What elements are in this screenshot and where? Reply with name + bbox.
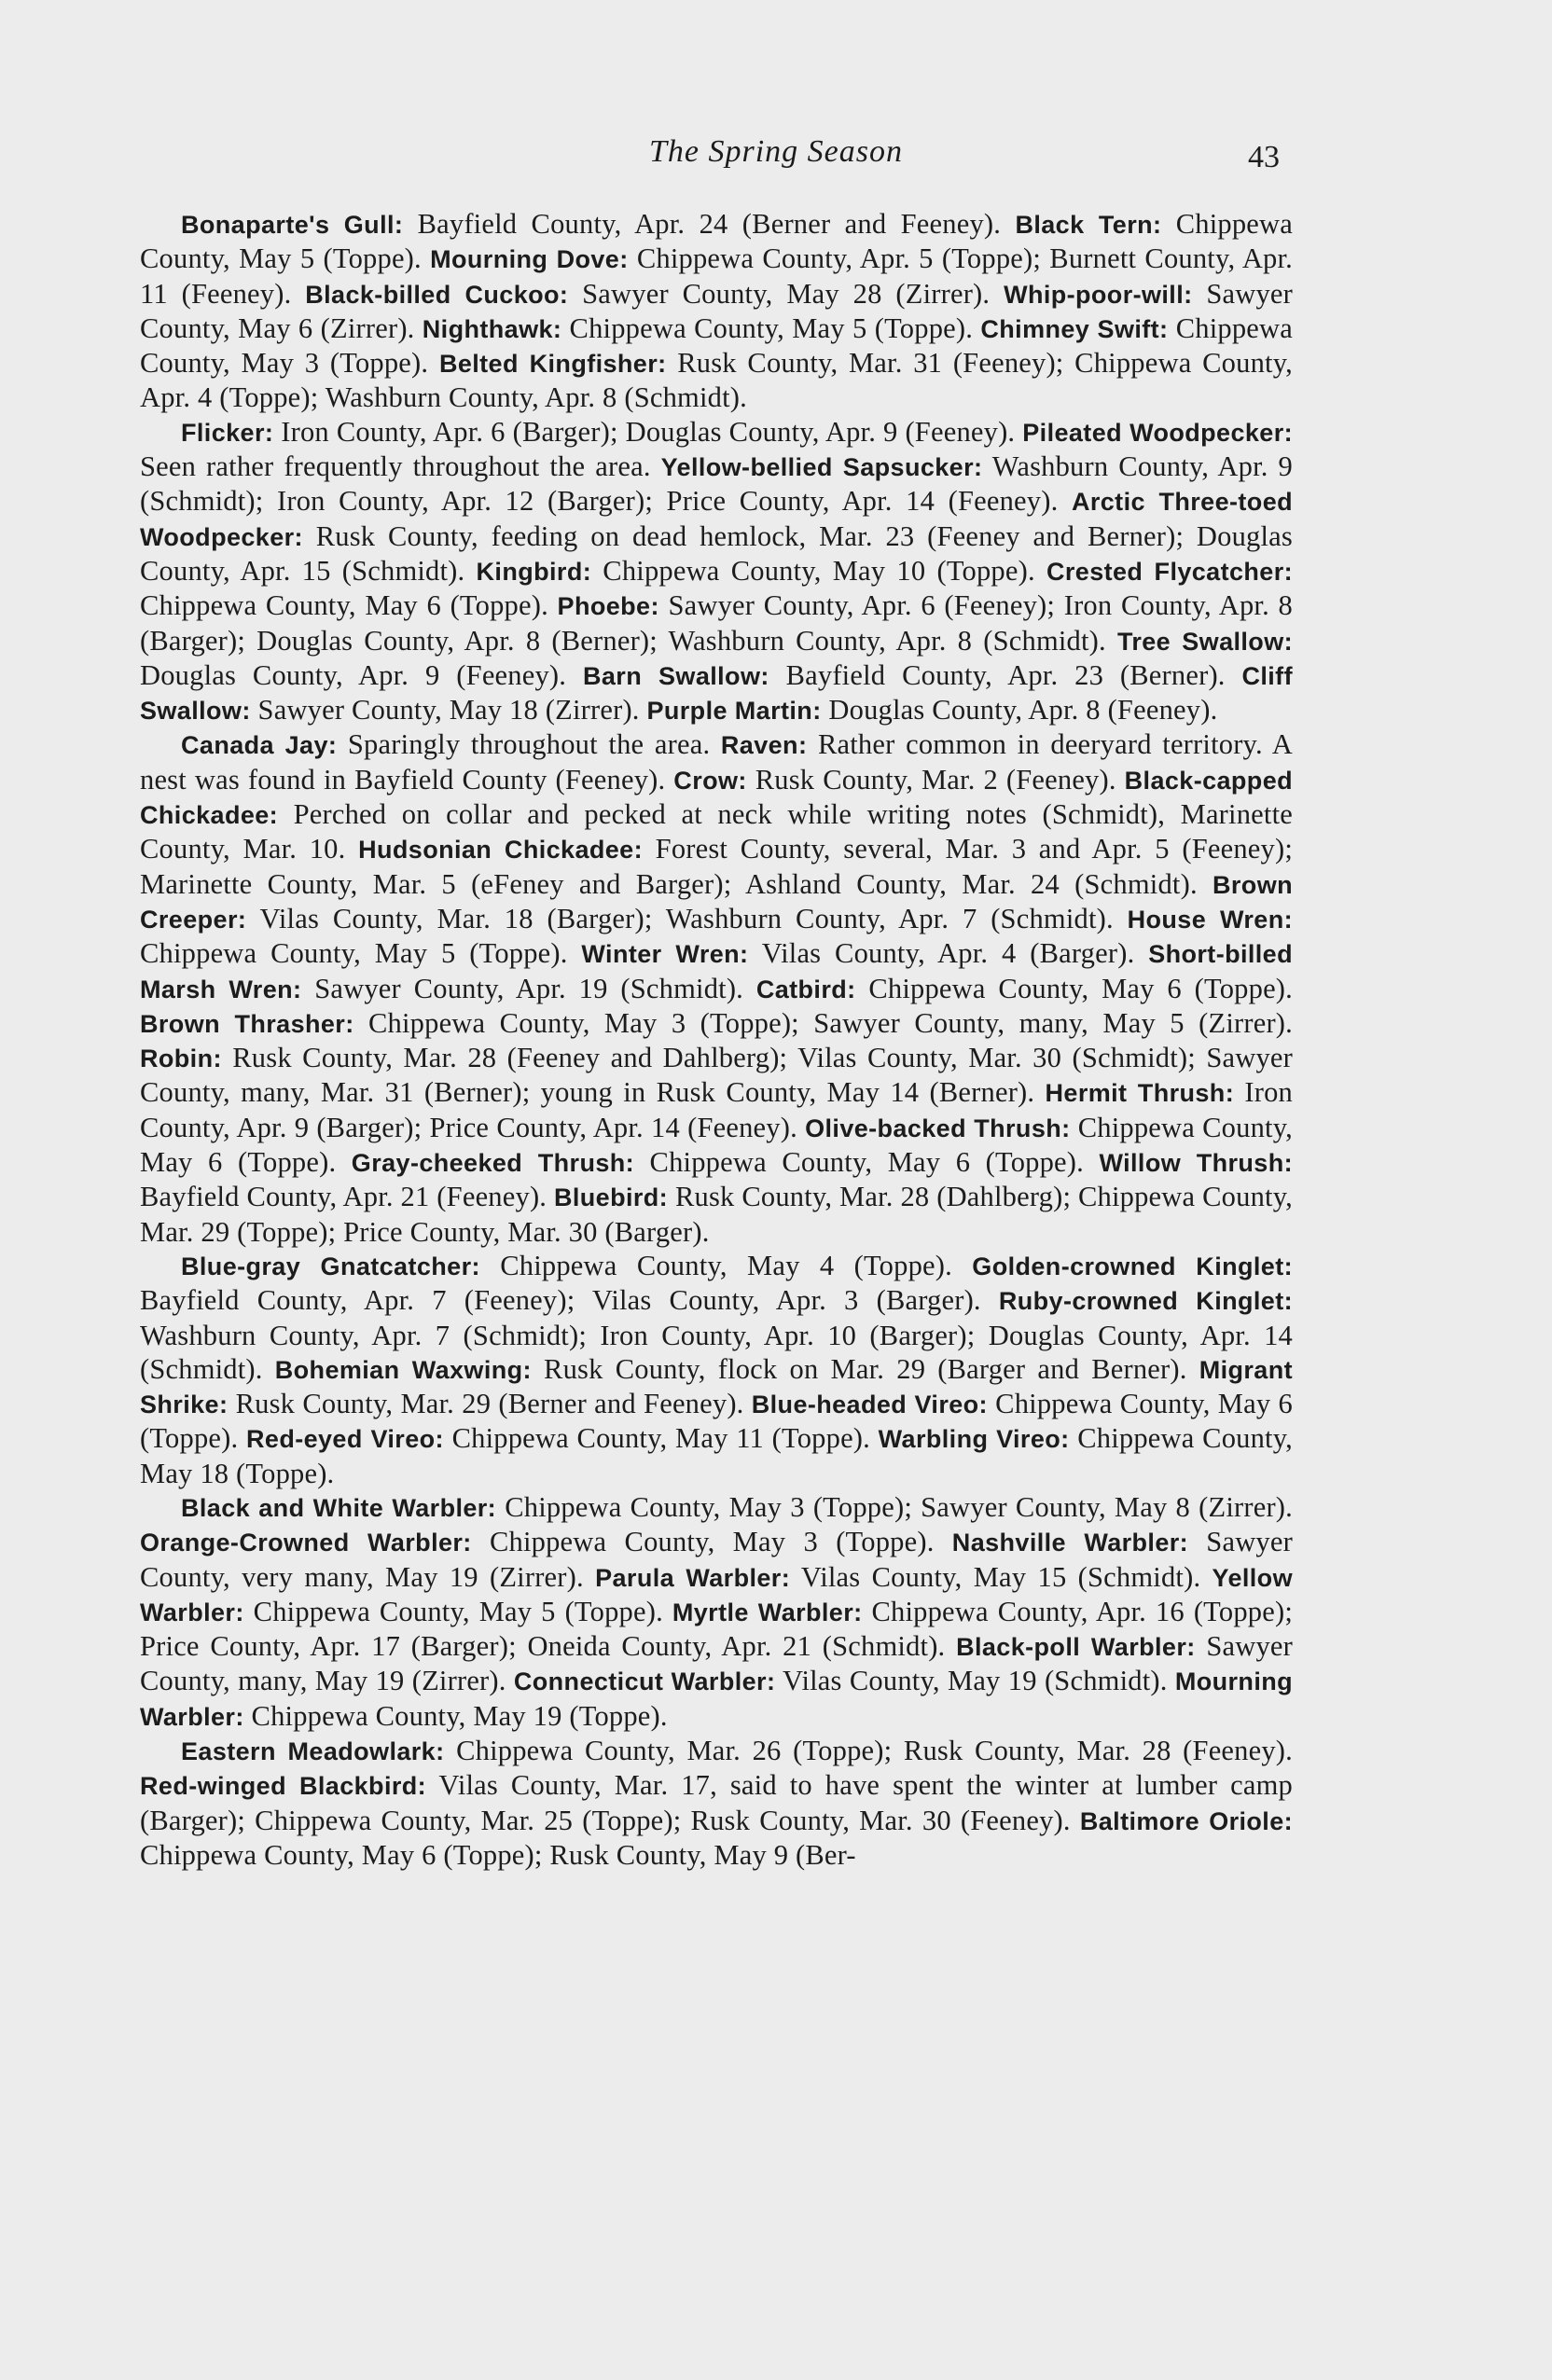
species-name: Yellow-bellied Sapsucker: <box>660 453 983 482</box>
record-text: Vilas County, May 15 (Schmidt). <box>790 1560 1201 1593</box>
record-text: Douglas County, Apr. 9 (Feeney). <box>140 658 567 691</box>
species-name: Short-billed Marsh Wren: <box>140 940 1293 1003</box>
record-text: Perched on collar and pecked at neck while writing notes (Schmidt), Marinette County, Mar. 10. <box>140 798 1293 865</box>
species-name: Black-capped Chickadee: <box>140 766 1294 830</box>
record-text: Chippewa County, May 6 (Toppe). <box>634 1146 1084 1179</box>
species-entry <box>181 208 1001 240</box>
record-text: Chippewa County, May 3 (Toppe). <box>471 1526 935 1558</box>
species-name: Raven: <box>720 731 808 760</box>
species-name: Baltimore Oriole: <box>1079 1806 1294 1835</box>
species-entry <box>673 764 1116 796</box>
species-name: Mourning Warbler: <box>140 1667 1294 1731</box>
record-text: Chippewa County, May 18 (Toppe). <box>140 1422 1294 1489</box>
record-text: Bayfield County, Apr. 24 (Berner and Feeney). <box>403 208 1002 240</box>
record-text: Rusk County, flock on Mar. 29 (Barger and Berner). <box>531 1352 1187 1385</box>
species-entry <box>181 728 710 760</box>
record-text: Sparingly throughout the area. <box>337 728 711 761</box>
species-name: Arctic Three-toed Woodpecker: <box>140 488 1294 551</box>
species-entry <box>140 1526 935 1557</box>
species-entry <box>275 1353 1187 1385</box>
species-entry <box>583 659 1226 691</box>
running-head: The Spring Season <box>649 134 903 169</box>
record-text: Chippewa County, Apr. 16 (Toppe); Price County, Apr. 17 (Barger); Oneida County, Apr. 21 (Schmidt). <box>140 1595 1293 1663</box>
record-text: Chippewa County, May 4 (Toppe). <box>479 1249 952 1281</box>
species-name: Nashville Warbler: <box>951 1529 1189 1557</box>
species-entry <box>181 1491 1293 1523</box>
species-name: Black-poll Warbler: <box>956 1633 1196 1662</box>
record-text: Sawyer County, May 28 (Zirrer). <box>568 277 991 310</box>
species-name: Pileated Woodpecker: <box>1022 418 1294 447</box>
species-name: Black Tern: <box>1015 211 1162 239</box>
record-text: Vilas County, Mar. 17, said to have spent the winter at lumber camp (Barger); Chippewa County, Mar. 25 (Toppe); Rusk County, Mar. 30 (Feeney). <box>140 1769 1293 1836</box>
record-text: Rusk County, feeding on dead hemlock, Mar. 23 (Feeney and Berner); Douglas County, Apr. 15 (Schmidt). <box>140 519 1293 587</box>
species-name: Nighthawk: <box>422 314 562 343</box>
record-text: Chippewa County, May 11 (Toppe). <box>443 1422 870 1455</box>
page-number: 43 <box>1248 140 1280 174</box>
species-name: Belted Kingfisher: <box>438 350 667 379</box>
record-text: Chippewa County, May 6 (Toppe). <box>855 972 1293 1004</box>
record-text: Rusk County, Mar. 2 (Feeney). <box>746 763 1116 796</box>
record-text: Chippewa County, May 5 (Toppe). <box>243 1595 663 1627</box>
species-name: Blue-headed Vireo: <box>751 1391 988 1419</box>
species-name: Bonaparte's Gull: <box>181 211 404 239</box>
record-text: Forest County, several, Mar. 3 and Apr. 5 (Feeney); Marinette County, Mar. 5 (eFeney and Barger); Ashland County, Mar. 24 (Schmidt). <box>140 833 1294 900</box>
record-text: Sawyer County, May 18 (Zirrer). <box>250 694 640 726</box>
record-text: Washburn County, Apr. 9 (Schmidt); Iron County, Apr. 12 (Barger); Price County, Apr. 14 (Feeney). <box>140 450 1293 518</box>
species-entry <box>305 278 990 310</box>
species-name: Red-eyed Vireo: <box>246 1425 444 1454</box>
species-name: Brown Creeper: <box>140 870 1293 934</box>
record-text: Seen rather frequently throughout the area. <box>140 450 651 483</box>
record-text: Chippewa County, May 3 (Toppe). <box>140 311 1293 380</box>
species-name: Canada Jay: <box>181 731 338 760</box>
species-name: Warbling Vireo: <box>878 1425 1070 1454</box>
paragraph <box>140 1734 1293 1872</box>
species-name: Flicker: <box>181 418 274 447</box>
record-text: Rusk County, Mar. 28 (Feeney and Dahlberg); Vilas County, Mar. 30 (Schmidt); Sawyer County, many, Mar. 31 (Berner); young in Rusk County, May 14 (Berner). <box>140 1042 1293 1109</box>
record-text: Vilas County, May 19 (Schmidt). <box>775 1665 1168 1697</box>
record-text: Chippewa County, May 6 (Toppe). <box>140 589 548 622</box>
record-text: Chippewa County, Mar. 26 (Toppe); Rusk County, Mar. 28 (Feeney). <box>444 1735 1293 1767</box>
species-name: Parula Warbler: <box>595 1563 791 1592</box>
record-text: Chippewa County, May 10 (Toppe). <box>591 554 1035 587</box>
species-name: Crow: <box>673 766 747 795</box>
species-name: Chimney Swift: <box>980 314 1169 343</box>
record-text: Bayfield County, Apr. 23 (Berner). <box>769 658 1226 691</box>
species-name: Myrtle Warbler: <box>672 1598 863 1626</box>
body-text <box>140 207 1293 1872</box>
paragraph <box>140 415 1293 728</box>
record-text: Chippewa County, May 6 (Toppe); Rusk County, May 9 (Ber- <box>140 1838 856 1871</box>
species-name: Red-winged Blackbird: <box>140 1772 427 1801</box>
species-entry <box>181 416 1015 448</box>
species-entry <box>140 1007 1293 1039</box>
record-text: Vilas County, Mar. 18 (Barger); Washburn County, Apr. 7 (Schmidt). <box>246 902 1114 934</box>
species-name: Blue-gray Gnatcatcher: <box>181 1252 480 1280</box>
record-text: Iron County, Apr. 9 (Barger); Price County, Apr. 14 (Feeney). <box>140 1076 1294 1143</box>
record-text: Washburn County, Apr. 7 (Schmidt); Iron County, Apr. 10 (Barger); Douglas County, Apr. 14 (Schmidt). <box>140 1319 1293 1385</box>
species-entry <box>181 1250 952 1281</box>
species-name: Mourning Dove: <box>430 245 629 274</box>
species-entry <box>477 555 1035 587</box>
species-name: Hudsonian Chickadee: <box>358 836 643 865</box>
species-name: Migrant Shrike: <box>140 1355 1293 1419</box>
record-text: Vilas County, Apr. 4 (Barger). <box>748 937 1135 970</box>
species-name: Cliff Swallow: <box>140 661 1293 726</box>
species-name: Ruby-crowned Kinglet: <box>998 1287 1293 1316</box>
species-name: Tree Swallow: <box>1116 627 1293 656</box>
species-name: Catbird: <box>755 975 856 1003</box>
species-name: Black-billed Cuckoo: <box>305 280 569 309</box>
species-name: Winter Wren: <box>581 940 749 969</box>
species-entry <box>181 1735 1293 1766</box>
species-name: Black and White Warbler: <box>181 1493 497 1522</box>
record-text: Sawyer County, very many, May 19 (Zirrer). <box>140 1526 1293 1593</box>
record-text: Chippewa County, May 3 (Toppe); Sawyer County, May 8 (Zirrer). <box>496 1490 1293 1523</box>
paragraph <box>140 1490 1293 1734</box>
record-text: Chippewa County, May 5 (Toppe). <box>140 937 568 970</box>
species-name: Bluebird: <box>553 1183 669 1212</box>
species-entry <box>581 937 1134 969</box>
paragraph <box>140 727 1293 1248</box>
record-text: Sawyer County, Apr. 6 (Feeney); Iron County, Apr. 8 (Barger); Douglas County, Apr. 8 (Berner); Washburn County, Apr. 8 (Schmidt). <box>140 589 1293 657</box>
record-text: Chippewa County, Apr. 5 (Toppe); Burnett County, Apr. 11 (Feeney). <box>140 242 1293 310</box>
record-text: Rather common in deeryard territory. A nest was found in Bayfield County (Feeney). <box>140 728 1294 796</box>
species-name: Crested Flycatcher: <box>1046 557 1294 586</box>
species-entry <box>646 694 1217 726</box>
record-text: Chippewa County, May 19 (Toppe). <box>243 1699 668 1732</box>
species-name: Whip-poor-will: <box>1004 280 1193 309</box>
species-entry <box>423 312 973 344</box>
species-name: Bohemian Waxwing: <box>274 1355 532 1384</box>
species-entry <box>595 1561 1200 1593</box>
record-text: Douglas County, Apr. 8 (Feeney). <box>821 694 1218 726</box>
species-name: Orange-Crowned Warbler: <box>140 1529 472 1557</box>
species-name: Kingbird: <box>476 557 592 586</box>
species-name: Willow Thrush: <box>1099 1149 1293 1178</box>
record-text: Bayfield County, Apr. 21 (Feeney). <box>140 1181 547 1213</box>
record-text: Sawyer County, Apr. 19 (Schmidt). <box>301 972 744 1004</box>
record-text: Chippewa County, May 3 (Toppe); Sawyer County, many, May 5 (Zirrer). <box>353 1006 1293 1039</box>
species-name: Hermit Thrush: <box>1045 1079 1235 1108</box>
record-text: Rusk County, Mar. 31 (Feeney); Chippewa County, Apr. 4 (Toppe); Washburn County, Apr. 8 (Schmidt). <box>140 347 1293 414</box>
species-name: Gray-cheeked Thrush: <box>351 1149 635 1178</box>
species-name: Eastern Meadowlark: <box>181 1737 445 1766</box>
record-text: Chippewa County, May 6 (Toppe). <box>140 1388 1293 1455</box>
species-name: Connecticut Warbler: <box>513 1667 776 1696</box>
record-text: Sawyer County, many, May 19 (Zirrer). <box>140 1630 1293 1697</box>
record-text: Sawyer County, May 6 (Zirrer). <box>140 277 1293 344</box>
paragraph <box>140 207 1293 415</box>
species-name: Olive-backed Thrush: <box>805 1114 1071 1142</box>
record-text: Rusk County, Mar. 28 (Dahlberg); Chippewa County, Mar. 29 (Toppe); Price County, Mar. 30 (Barger). <box>140 1181 1293 1248</box>
record-text: Rusk County, Mar. 29 (Berner and Feeney). <box>228 1388 744 1420</box>
record-text: Iron County, Apr. 6 (Barger); Douglas County, Apr. 9 (Feeney). <box>273 415 1016 448</box>
paragraph <box>140 1249 1293 1490</box>
species-entry <box>352 1146 1084 1178</box>
species-name: Brown Thrasher: <box>140 1009 354 1038</box>
species-name: House Wren: <box>1127 905 1294 934</box>
species-entry <box>514 1665 1168 1696</box>
species-name: Purple Martin: <box>646 697 822 726</box>
record-text: Bayfield County, Apr. 7 (Feeney); Vilas County, Apr. 3 (Barger). <box>140 1284 981 1317</box>
species-name: Phoebe: <box>557 592 659 621</box>
species-name: Barn Swallow: <box>582 661 769 690</box>
record-text: Chippewa County, May 5 (Toppe). <box>140 208 1294 275</box>
species-entry <box>756 973 1293 1004</box>
species-name: Robin: <box>140 1045 222 1073</box>
species-name: Golden-crowned Kinglet: <box>972 1252 1293 1280</box>
record-text: Chippewa County, May 6 (Toppe). <box>140 1111 1294 1179</box>
record-text: Chippewa County, May 5 (Toppe). <box>561 311 974 344</box>
species-name: Yellow Warbler: <box>140 1563 1293 1626</box>
species-entry <box>246 1422 870 1454</box>
